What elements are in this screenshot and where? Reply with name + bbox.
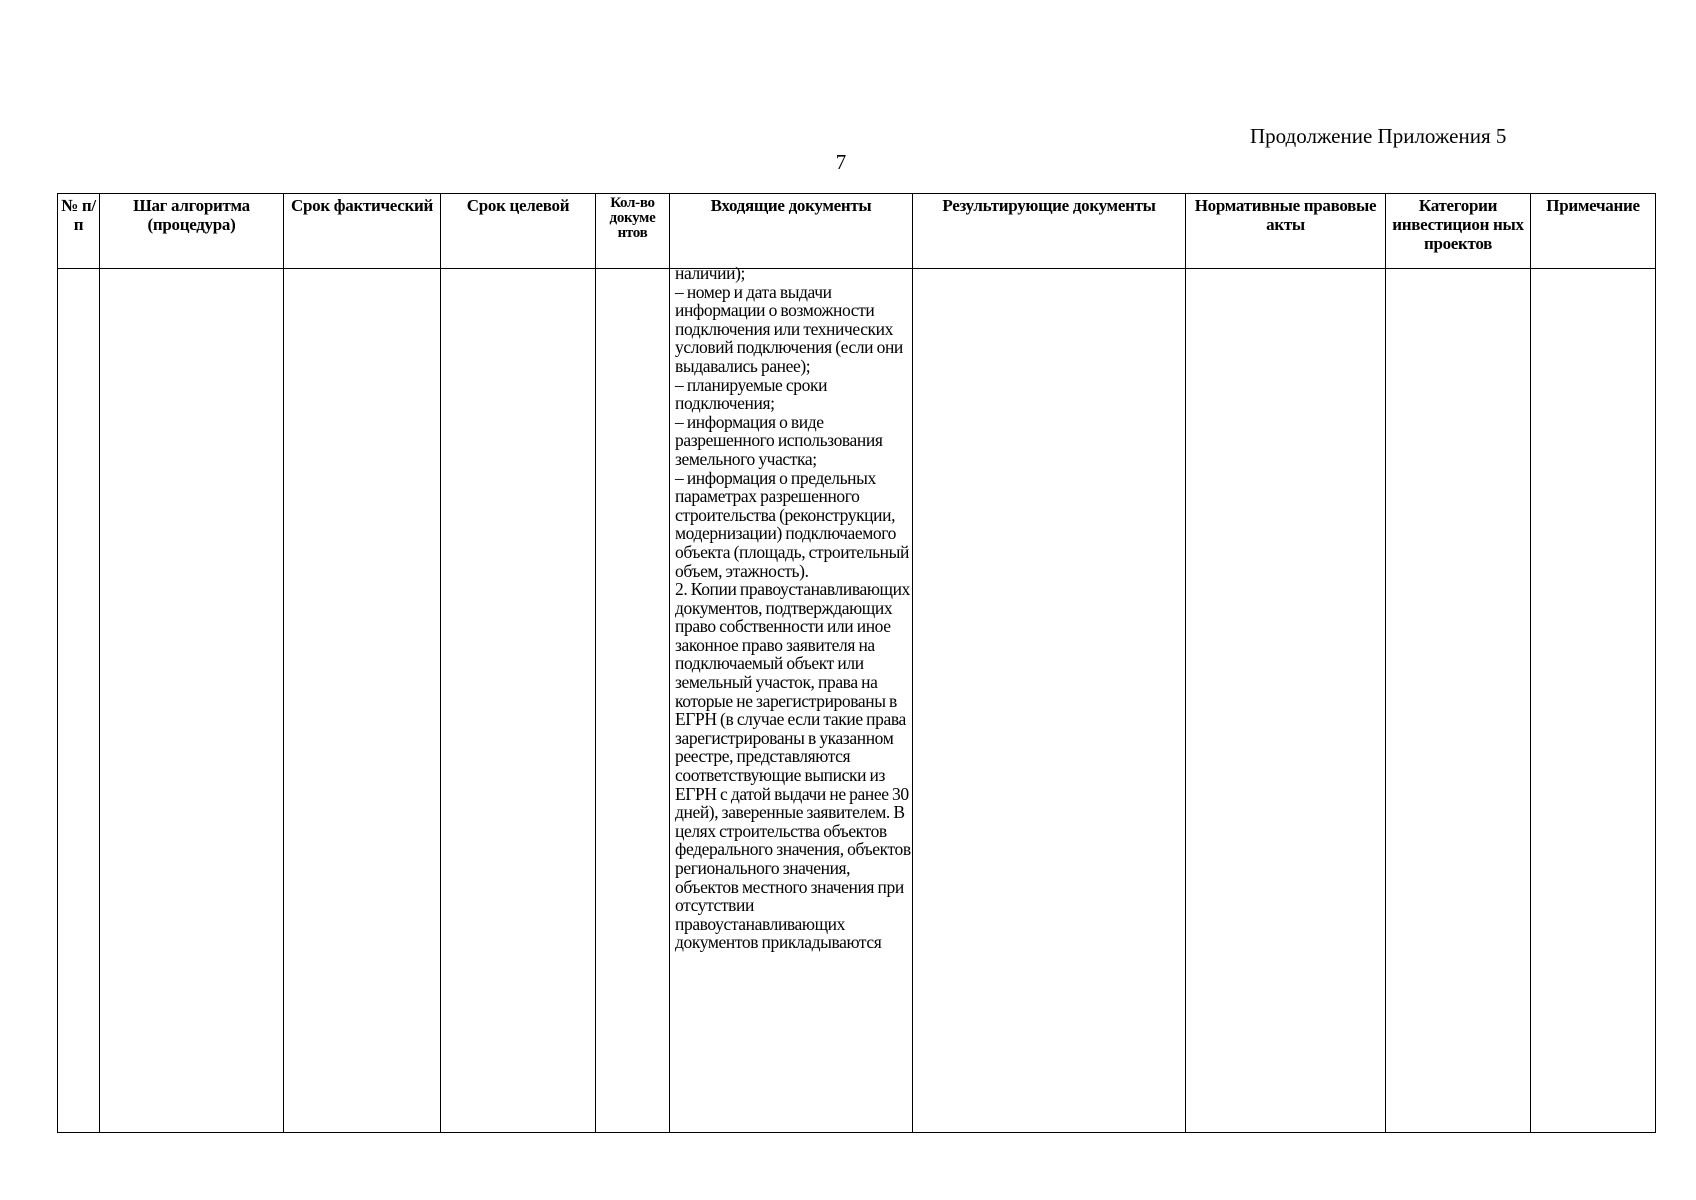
col-header-step: Шаг алгоритма (процедура) [100, 194, 284, 269]
cell-doc-count [596, 269, 670, 1133]
col-header-incoming-documents: Входящие документы [670, 194, 913, 269]
col-header-number: № п/п [58, 194, 100, 269]
cell-step [100, 269, 284, 1133]
cell-result-documents [913, 269, 1186, 1133]
procedure-table [57, 193, 1656, 1133]
col-header-legal-acts: Нормативные правовые акты [1186, 194, 1386, 269]
cell-note [1531, 269, 1656, 1133]
cell-number [58, 269, 100, 1133]
page-number: 7 [835, 150, 847, 174]
col-header-result-documents: Результирующие документы [913, 194, 1186, 269]
cell-legal-acts [1186, 269, 1386, 1133]
cell-term-actual [284, 269, 441, 1133]
col-header-term-actual: Срок фактический [284, 194, 441, 269]
cell-project-categories [1386, 269, 1531, 1133]
continuation-title: Продолжение Приложения 5 [1250, 124, 1507, 148]
table-header-row [58, 194, 1656, 269]
col-header-doc-count: Кол-во докуме нтов [596, 194, 670, 269]
col-header-project-categories: Категории инвестицион ных проектов [1386, 194, 1531, 269]
cell-incoming-documents [670, 263, 913, 1133]
col-header-term-target: Срок целевой [441, 194, 596, 269]
cell-term-target [441, 269, 596, 1133]
table-row [58, 269, 1656, 1133]
incoming-documents-text: наличии); – номер и дата выдачи информации о возможности подключения или технических условий подключения (если они выдавались ранее); – планируемые сроки подключения; – информация о виде разрешенного использования земельного участка; – информация о предельных параметрах разрешенного строительства (реконструкции, модернизации) подключаемого объекта (площадь, строительный объем, этажность). 2. Копии правоустанавливающих документов, подтверждающих право собственности или иное законное право заявителя на подключаемый объект или земельный участок, права на которые не зарегистрированы в ЕГРН (в случае если такие права зарегистрированы в указанном реестре, представляются соответствующие выписки из ЕГРН с датой выдачи не ранее 30 дней), заверенные заявителем. В целях строительства объектов федерального значения, объектов регионального значения, объектов местного значения при отсутствии правоустанавливающих документов прикладываются [675, 263, 911, 953]
col-header-note: Примечание [1531, 194, 1656, 269]
